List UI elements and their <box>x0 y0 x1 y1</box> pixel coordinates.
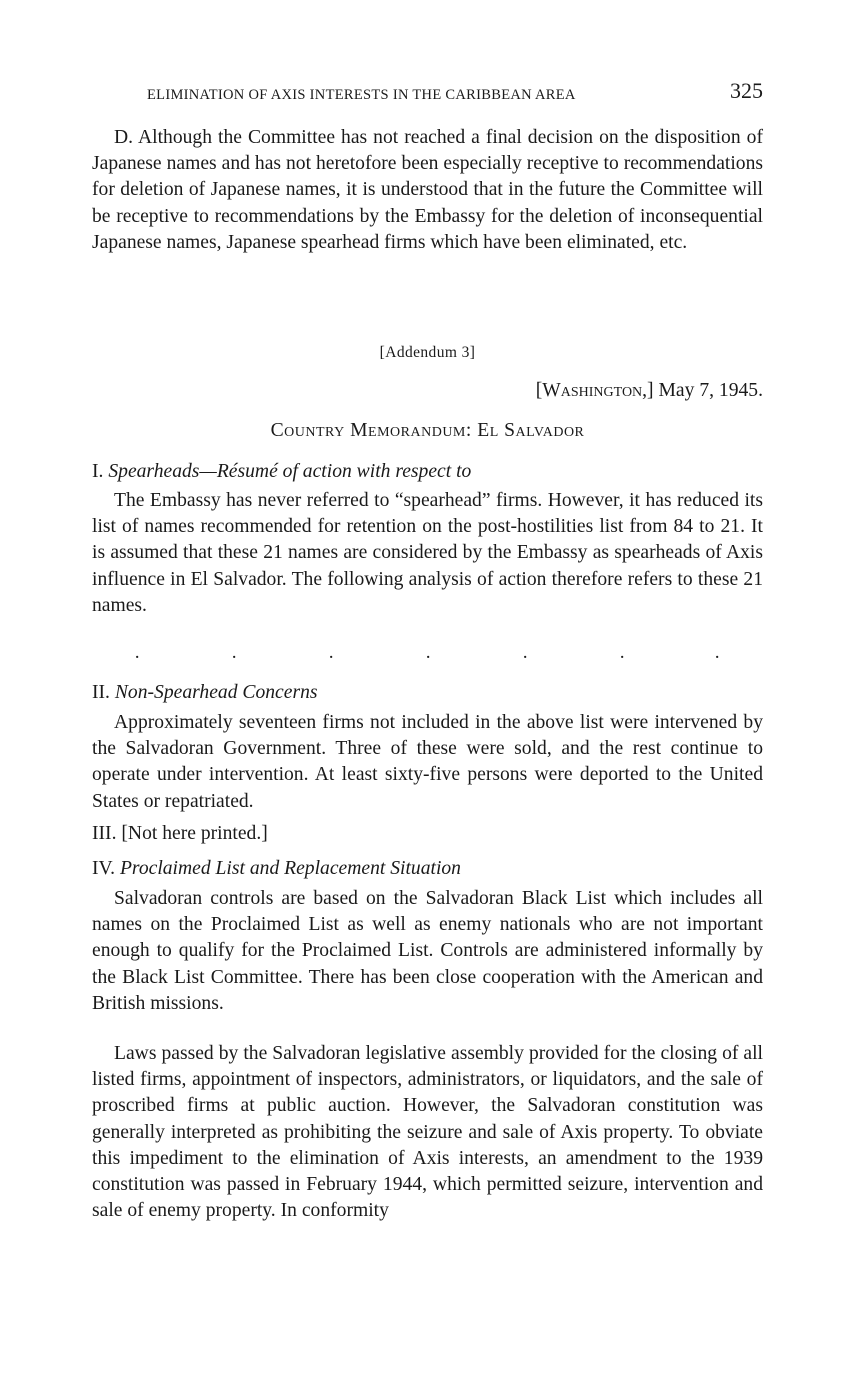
dateline-place: [Washington,] <box>535 380 654 401</box>
ellipsis-row <box>92 648 763 668</box>
dateline <box>536 380 763 402</box>
ellipsis-dot: · <box>619 647 626 668</box>
running-head <box>92 78 763 108</box>
running-head-title: ELIMINATION OF AXIS INTERESTS IN THE CARIBBEAN AREA <box>147 87 576 103</box>
section-heading-1 <box>92 459 763 485</box>
section-heading-3 <box>92 821 763 847</box>
memorandum-title: Country Memorandum: El Salvador <box>270 420 585 441</box>
paragraph-section-4-1: Salvadoran controls are based on the Salvadoran Black List which includes all names on the Proclaimed List as well as enemy nationals who are not important enough to qualify for the Proclaimed List. Controls are administered informally by the Black List Committee. There has been close cooperation with the American and British missions. <box>92 888 763 1014</box>
section-number: II. <box>92 682 110 703</box>
section-number: III. <box>92 823 117 844</box>
section-title: Spearheads—Résumé of action with respect to <box>108 461 472 482</box>
paragraph-section-d: D. Although the Committee has not reached a final decision on the disposition of Japanese names and has not heretofore been especially receptive to recommendations for deletion of Japanese names, it is understood that in the future the Committee will be receptive to recommendations by the Embassy for the deletion of inconsequential Japanese names, Japanese spearhead firms which have been eliminated, etc. <box>92 127 763 253</box>
addendum-label: [Addendum 3] <box>379 344 476 361</box>
section-title: Proclaimed List and Replacement Situation <box>119 858 461 879</box>
ellipsis-dot: · <box>522 647 529 668</box>
ellipsis-dot: · <box>231 647 238 668</box>
section-number: IV. <box>92 858 116 879</box>
paragraph-section-4-2: Laws passed by the Salvadoran legislative assembly provided for the closing of all listed firms, appointment of inspectors, administrators, or liquidators, and the sale of proscribed firms at public auction. However, the Salvadoran constitution was generally interpreted as prohibiting the seizure and sale of Axis property. To obviate this impediment to the elimination of Axis interests, an amendment to the 1939 constitution was passed in February 1944, which permitted seizure, intervention and sale of enemy property. In conformity <box>92 1043 763 1222</box>
ellipsis-dot: · <box>714 647 721 668</box>
section-heading-2 <box>92 680 763 706</box>
ellipsis-dot: · <box>134 647 141 668</box>
page-number: 325 <box>730 78 763 103</box>
ellipsis-dot: · <box>425 647 432 668</box>
ellipsis-dot: · <box>328 647 335 668</box>
section-title: [Not here printed.] <box>121 823 268 844</box>
paragraph-section-2: Approximately seventeen firms not included in the above list were intervened by the Salvadoran Government. Three of these were sold, and the rest continue to operate under intervention. At least sixty-five persons were deported to the United States or repatriated. <box>92 712 763 812</box>
section-title: Non-Spearhead Concerns <box>114 682 318 703</box>
section-heading-4 <box>92 856 763 882</box>
section-number: I. <box>92 461 104 482</box>
paragraph-section-1: The Embassy has never referred to “spearhead” firms. However, it has reduced its list of names recommended for retention on the post-hostilities list from 84 to 21. It is assumed that these 21 names are considered by the Embassy as spearheads of Axis influence in El Salvador. The following analysis of action therefore refers to these 21 names. <box>92 490 763 616</box>
dateline-date: May 7, 1945. <box>658 380 763 401</box>
